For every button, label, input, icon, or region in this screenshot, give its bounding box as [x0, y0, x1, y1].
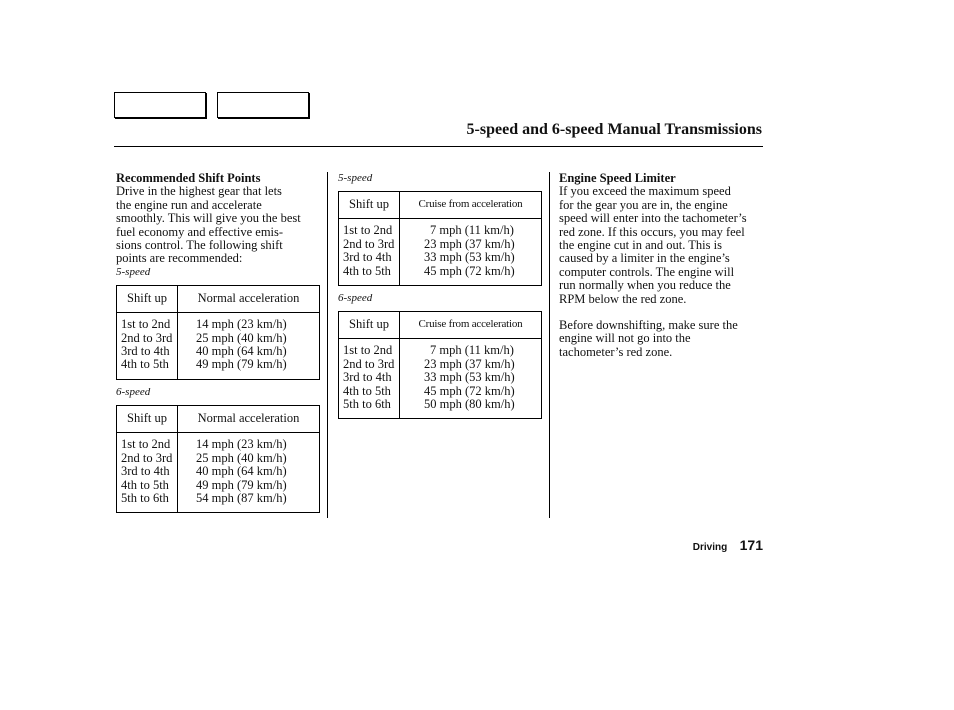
intro-line: fuel economy and effective emis-	[116, 224, 284, 239]
shift-table-6speed-normal	[116, 405, 320, 513]
speed-cell: 45 mph (72 km/h)	[424, 263, 515, 278]
speed-cell: 7 mph (11 km/h)	[430, 343, 514, 358]
intro-line: Drive in the highest gear that lets	[116, 184, 282, 199]
speed-column	[400, 219, 542, 286]
shift-cell: 5th to 6th	[121, 490, 169, 505]
shift-cell: 4th to 5th	[121, 477, 169, 492]
column-divider-right	[549, 172, 550, 518]
speed-column	[400, 339, 542, 419]
shift-cell: 4th to 5th	[343, 263, 391, 278]
speed-cell: 40 mph (64 km/h)	[196, 464, 287, 479]
shift-cell: 4th to 5th	[121, 357, 169, 372]
shift-column	[117, 313, 178, 380]
intro-line: the engine run and accelerate	[116, 197, 262, 212]
speed-cell: 14 mph (23 km/h)	[196, 317, 287, 332]
shift-cell: 1st to 2nd	[343, 343, 393, 358]
paragraph-line: tachometer’s red zone.	[559, 344, 673, 359]
speed-cell: 45 mph (72 km/h)	[424, 383, 515, 398]
shift-points-intro	[116, 185, 321, 265]
shift-column	[339, 339, 400, 419]
page-title: 5-speed and 6-speed Manual Transmissions	[466, 121, 762, 138]
header-tab-box-left	[114, 92, 206, 118]
col-header-cruise-from-acceleration: Cruise from acceleration	[400, 312, 542, 339]
table-caption-6speed-normal: 6-speed	[116, 385, 151, 398]
column-divider-left	[327, 172, 328, 518]
speed-cell: 54 mph (87 km/h)	[196, 490, 287, 505]
speed-cell: 49 mph (79 km/h)	[196, 477, 287, 492]
col-header-shift-up: Shift up	[339, 312, 400, 339]
speed-cell: 23 mph (37 km/h)	[424, 236, 515, 251]
title-rule	[114, 146, 763, 147]
intro-line: sions control. The following shift	[116, 238, 283, 253]
speed-column	[178, 313, 320, 380]
intro-line: smoothly. This will give you the best	[116, 211, 301, 226]
speed-cell: 33 mph (53 km/h)	[424, 250, 515, 265]
paragraph-line: red zone. If this occurs, you may feel	[559, 224, 745, 239]
page-number: 171	[739, 537, 763, 553]
shift-cell: 3rd to 4th	[121, 464, 170, 479]
table-caption-5speed-normal: 5-speed	[116, 265, 151, 278]
shift-cell: 3rd to 4th	[121, 344, 170, 359]
col-header-shift-up: Shift up	[117, 285, 178, 312]
paragraph-line: the engine cut in and out. This is	[559, 238, 722, 253]
speed-cell: 7 mph (11 km/h)	[430, 223, 514, 238]
paragraph-line: Before downshifting, make sure the	[559, 318, 738, 333]
left-column	[116, 172, 321, 513]
shift-table-6speed-cruise	[338, 311, 542, 419]
paragraph-line: caused by a limiter in the engine’s	[559, 251, 730, 266]
right-column	[559, 172, 769, 359]
speed-cell: 50 mph (80 km/h)	[424, 397, 515, 412]
shift-points-heading: Recommended Shift Points	[116, 171, 261, 185]
col-header-shift-up: Shift up	[339, 192, 400, 219]
footer-section-label: Driving	[692, 542, 728, 553]
shift-table-5speed-normal	[116, 285, 320, 380]
shift-table-5speed-cruise	[338, 191, 542, 286]
middle-column	[338, 172, 543, 419]
shift-cell: 4th to 5th	[343, 383, 391, 398]
speed-column	[178, 433, 320, 513]
shift-cell: 2nd to 3rd	[343, 356, 395, 371]
shift-cell: 2nd to 3rd	[343, 236, 395, 251]
table-caption-6speed-cruise: 6-speed	[338, 292, 373, 305]
col-header-normal-acceleration: Normal acceleration	[178, 405, 320, 432]
table-caption-5speed-cruise: 5-speed	[338, 172, 373, 184]
shift-cell: 1st to 2nd	[121, 437, 171, 452]
col-header-normal-acceleration: Normal acceleration	[178, 285, 320, 312]
paragraph-line: RPM below the red zone.	[559, 291, 687, 306]
speed-cell: 25 mph (40 km/h)	[196, 450, 287, 465]
speed-cell: 49 mph (79 km/h)	[196, 357, 287, 372]
intro-line: points are recommended:	[116, 251, 243, 266]
shift-cell: 3rd to 4th	[343, 250, 392, 265]
downshift-paragraph	[559, 319, 769, 359]
paragraph-line: computer controls. The engine will	[559, 264, 735, 279]
paragraph-line: speed will enter into the tachometer’s	[559, 211, 747, 226]
speed-limiter-paragraph	[559, 185, 769, 306]
speed-cell: 23 mph (37 km/h)	[424, 356, 515, 371]
paragraph-line: If you exceed the maximum speed	[559, 184, 731, 199]
shift-cell: 2nd to 3rd	[121, 450, 173, 465]
page-footer	[693, 537, 763, 555]
paragraph-line: for the gear you are in, the engine	[559, 197, 728, 212]
speed-cell: 14 mph (23 km/h)	[196, 437, 287, 452]
col-header-shift-up: Shift up	[117, 405, 178, 432]
shift-cell: 1st to 2nd	[343, 223, 393, 238]
paragraph-line: engine will not go into the	[559, 331, 691, 346]
col-header-cruise-from-acceleration: Cruise from acceleration	[400, 192, 542, 219]
speed-limiter-heading: Engine Speed Limiter	[559, 171, 676, 185]
speed-cell: 40 mph (64 km/h)	[196, 344, 287, 359]
paragraph-line: run normally when you reduce the	[559, 278, 731, 293]
header-tab-box-right	[217, 92, 309, 118]
shift-cell: 5th to 6th	[343, 397, 391, 412]
speed-cell: 25 mph (40 km/h)	[196, 330, 287, 345]
shift-column	[117, 433, 178, 513]
shift-column	[339, 219, 400, 286]
shift-cell: 1st to 2nd	[121, 317, 171, 332]
shift-cell: 3rd to 4th	[343, 370, 392, 385]
speed-cell: 33 mph (53 km/h)	[424, 370, 515, 385]
shift-cell: 2nd to 3rd	[121, 330, 173, 345]
